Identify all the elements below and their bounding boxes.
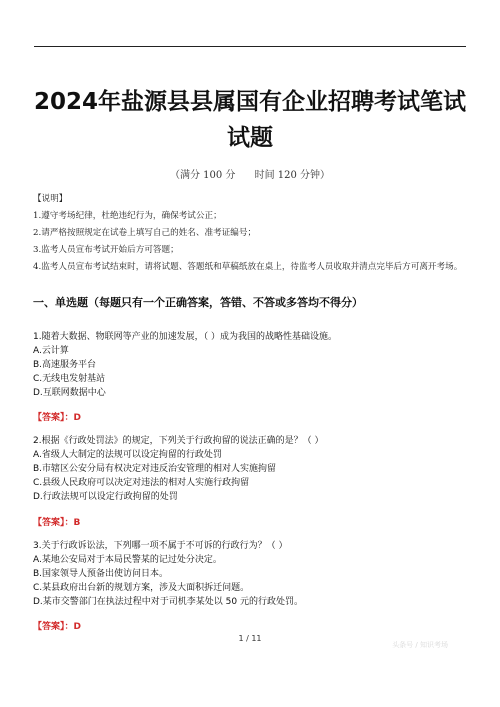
- answer-1: 【答案】：D: [33, 413, 81, 423]
- section-title: 一、单选题（每题只有一个正确答案，答错、不答或多答均不得分）: [33, 296, 363, 309]
- page-title: 2024年盐源县县属国有企业招聘考试笔试试题: [33, 89, 466, 151]
- question-2: [33, 434, 472, 504]
- option: A.某地公安局对于本局民警某的记过处分决定。: [33, 555, 222, 565]
- top-rule: [34, 46, 466, 47]
- question-stem: 1.随着大数据、物联网等产业的加速发展，（ ）成为我国的战略性基础设施。: [33, 332, 337, 342]
- page-number: 1 / 11: [238, 634, 262, 643]
- option: B.国家领导人预备出使访问日本。: [33, 569, 169, 579]
- instruction-item: 1.遵守考场纪律，杜绝违纪行为，确保考试公正；: [33, 211, 222, 221]
- instruction-item: 3.监考人员宣布考试开始后方可答题；: [33, 245, 179, 255]
- instructions: [33, 191, 470, 276]
- option: B.市辖区公安分局有权决定对违反治安管理的相对人实施拘留: [33, 464, 277, 474]
- instructions-heading: 【说明】: [33, 194, 68, 204]
- instruction-item: 2.请严格按照规定在试卷上填写自己的姓名、准考证编号；: [33, 228, 257, 238]
- option: A.省级人大制定的法规可以设定拘留的行政处罚: [33, 450, 222, 460]
- answer-2: 【答案】：B: [33, 518, 81, 528]
- watermark: 头条号 / 知识考场: [392, 641, 448, 649]
- option: C.县级人民政府可以决定对违法的相对人实施行政拘留: [33, 478, 250, 488]
- option: C.无线电发射基站: [33, 374, 106, 384]
- option: A.云计算: [33, 346, 69, 356]
- instruction-item: 4.监考人员宣布考试结束时，请将试题、答题纸和草稿纸放在桌上，待监考人员收取并清点完毕后方可离开考场。: [33, 262, 463, 272]
- option: C.某县政府出台新的规划方案，涉及大面积拆迁问题。: [33, 583, 250, 593]
- option: B.高速服务平台: [33, 360, 97, 370]
- question-3: [33, 539, 472, 609]
- exam-info: [0, 166, 500, 181]
- option: D.行政法规可以设定行政拘留的处罚: [33, 492, 178, 502]
- answer-3: 【答案】：D: [33, 622, 81, 632]
- question-stem: 2.根据《行政处罚法》的规定，下列关于行政拘留的说法正确的是？（ ）: [33, 436, 324, 446]
- option: D.互联网数据中心: [33, 388, 106, 398]
- option: D.某市交警部门在执法过程中对于司机李某处以 50 元的行政处罚。: [33, 597, 303, 607]
- full-score: （满分 100 分: [169, 170, 236, 181]
- exam-time: 时间 120 分钟）: [254, 170, 331, 181]
- question-1: [33, 330, 472, 400]
- question-stem: 3.关于行政诉讼法，下列哪一项不属于不可诉的行政行为？（ ）: [33, 541, 288, 551]
